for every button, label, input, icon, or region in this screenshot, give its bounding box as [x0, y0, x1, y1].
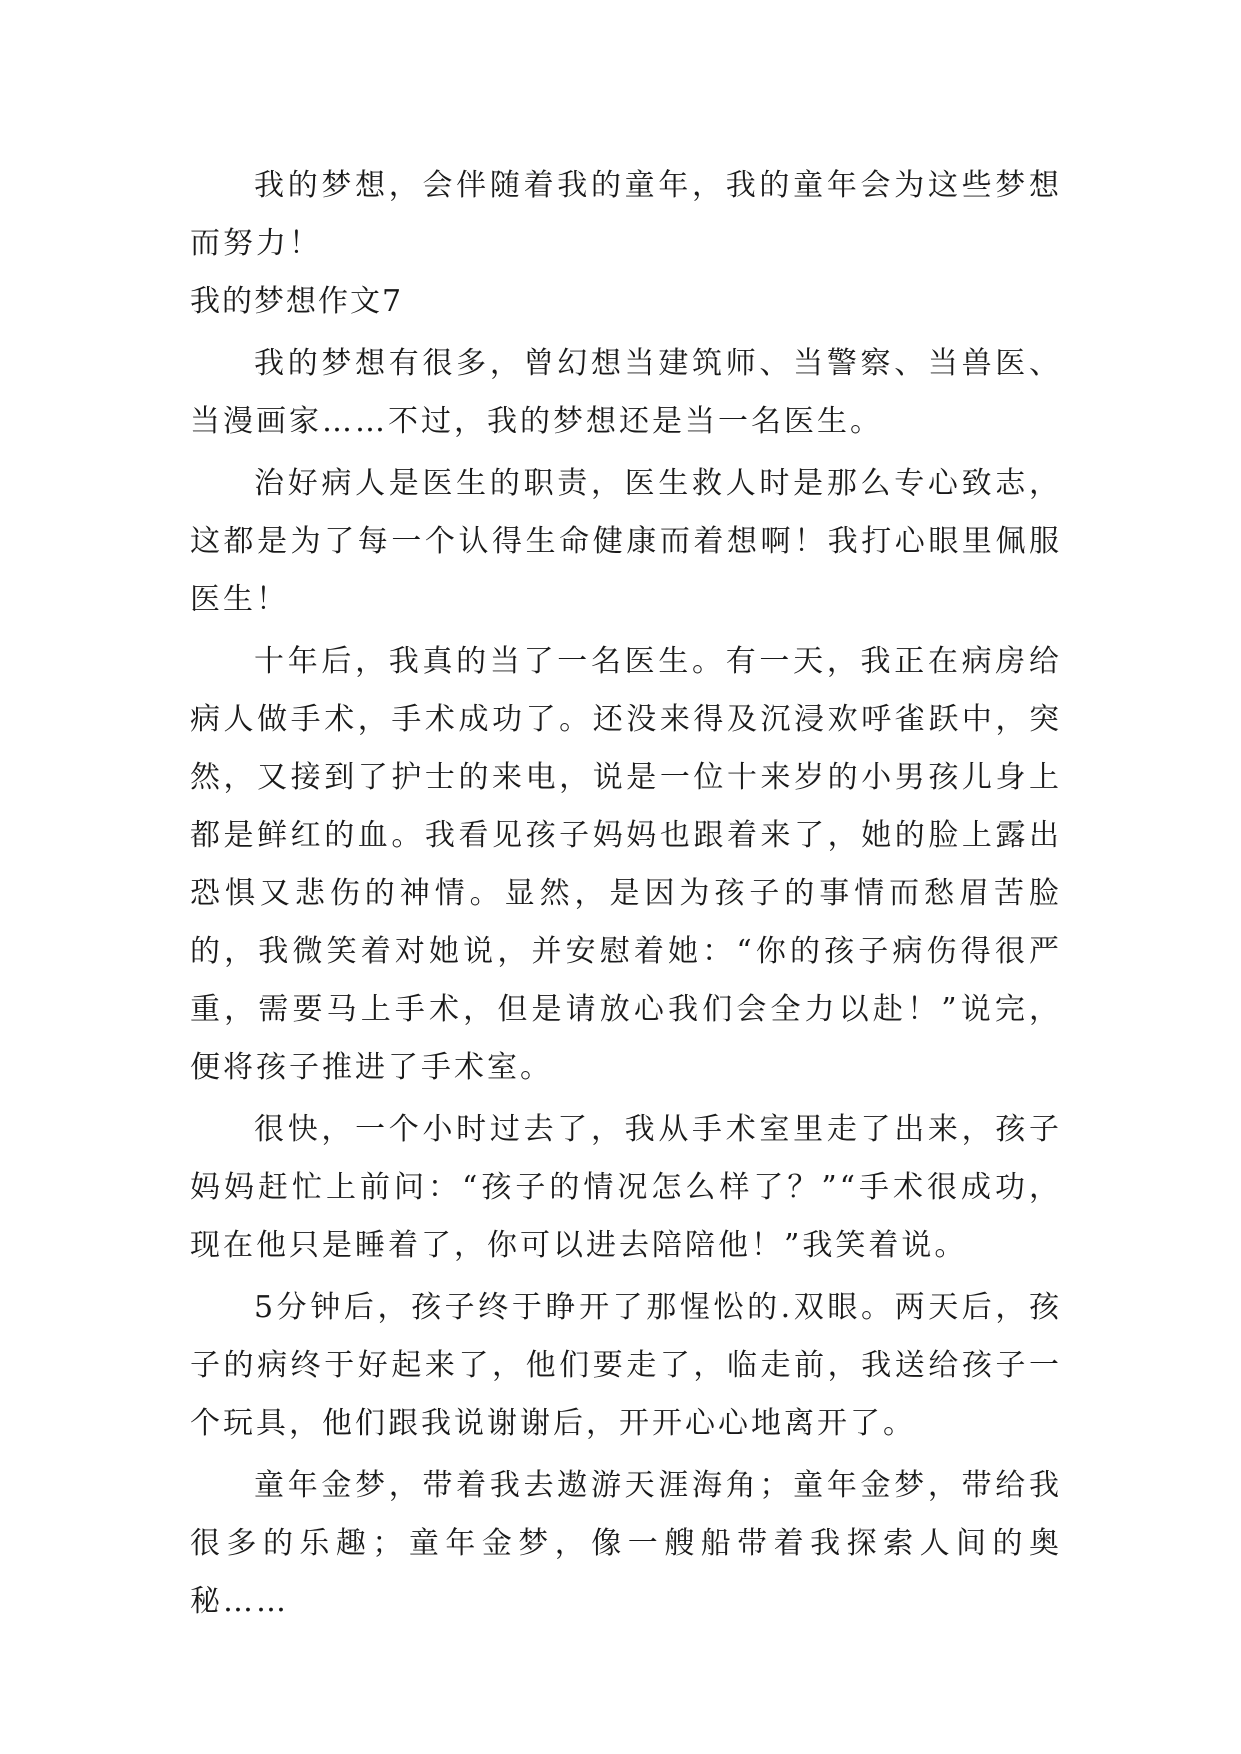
- paragraph-golden-dream: 童年金梦，带着我去遨游天涯海角；童年金梦，带给我很多的乐趣；童年金梦，像一艘船带着我探索人间的奥秘……: [190, 1468, 1062, 1619]
- paragraph-ten-years-later: 十年后，我真的当了一名医生。有一天，我正在病房给病人做手术，手术成功了。还没来得及沉浸欢呼雀跃中，突然，又接到了护士的来电，说是一位十来岁的小男孩儿身上都是鲜红的血。我看见孩子妈妈也跟着来了，她的脸上露出恐惧又悲伤的神情。显然，是因为孩子的事情而愁眉苦脸的，我微笑着对她说，并安慰着她：“你的孩子病伤得很严重，需要马上手术，但是请放心我们会全力以赴！”说完，便将孩子推进了手术室。: [190, 644, 1062, 1085]
- paragraph-many-dreams: 我的梦想有很多，曾幻想当建筑师、当警察、当兽医、当漫画家……不过，我的梦想还是当一名医生。: [190, 346, 1062, 439]
- paragraph-child-recovers: 5分钟后，孩子终于睁开了那惺忪的.双眼。两天后，孩子的病终于好起来了，他们要走了，临走前，我送给孩子一个玩具，他们跟我说谢谢后，开开心心地离开了。: [190, 1290, 1062, 1441]
- paragraph-doctor-duty: 治好病人是医生的职责，医生救人时是那么专心致志，这都是为了每一个认得生命健康而着想啊！我打心眼里佩服医生！: [190, 466, 1062, 617]
- essay-heading: 我的梦想作文7: [190, 284, 404, 319]
- paragraph-closing-dream: 我的梦想，会伴随着我的童年，我的童年会为这些梦想而努力！: [190, 168, 1062, 261]
- document-page: [190, 157, 1062, 1631]
- paragraph-surgery-done: 很快，一个小时过去了，我从手术室里走了出来，孩子妈妈赶忙上前问：“孩子的情况怎么样了？”“手术很成功，现在他只是睡着了，你可以进去陪陪他！”我笑着说。: [190, 1112, 1062, 1263]
